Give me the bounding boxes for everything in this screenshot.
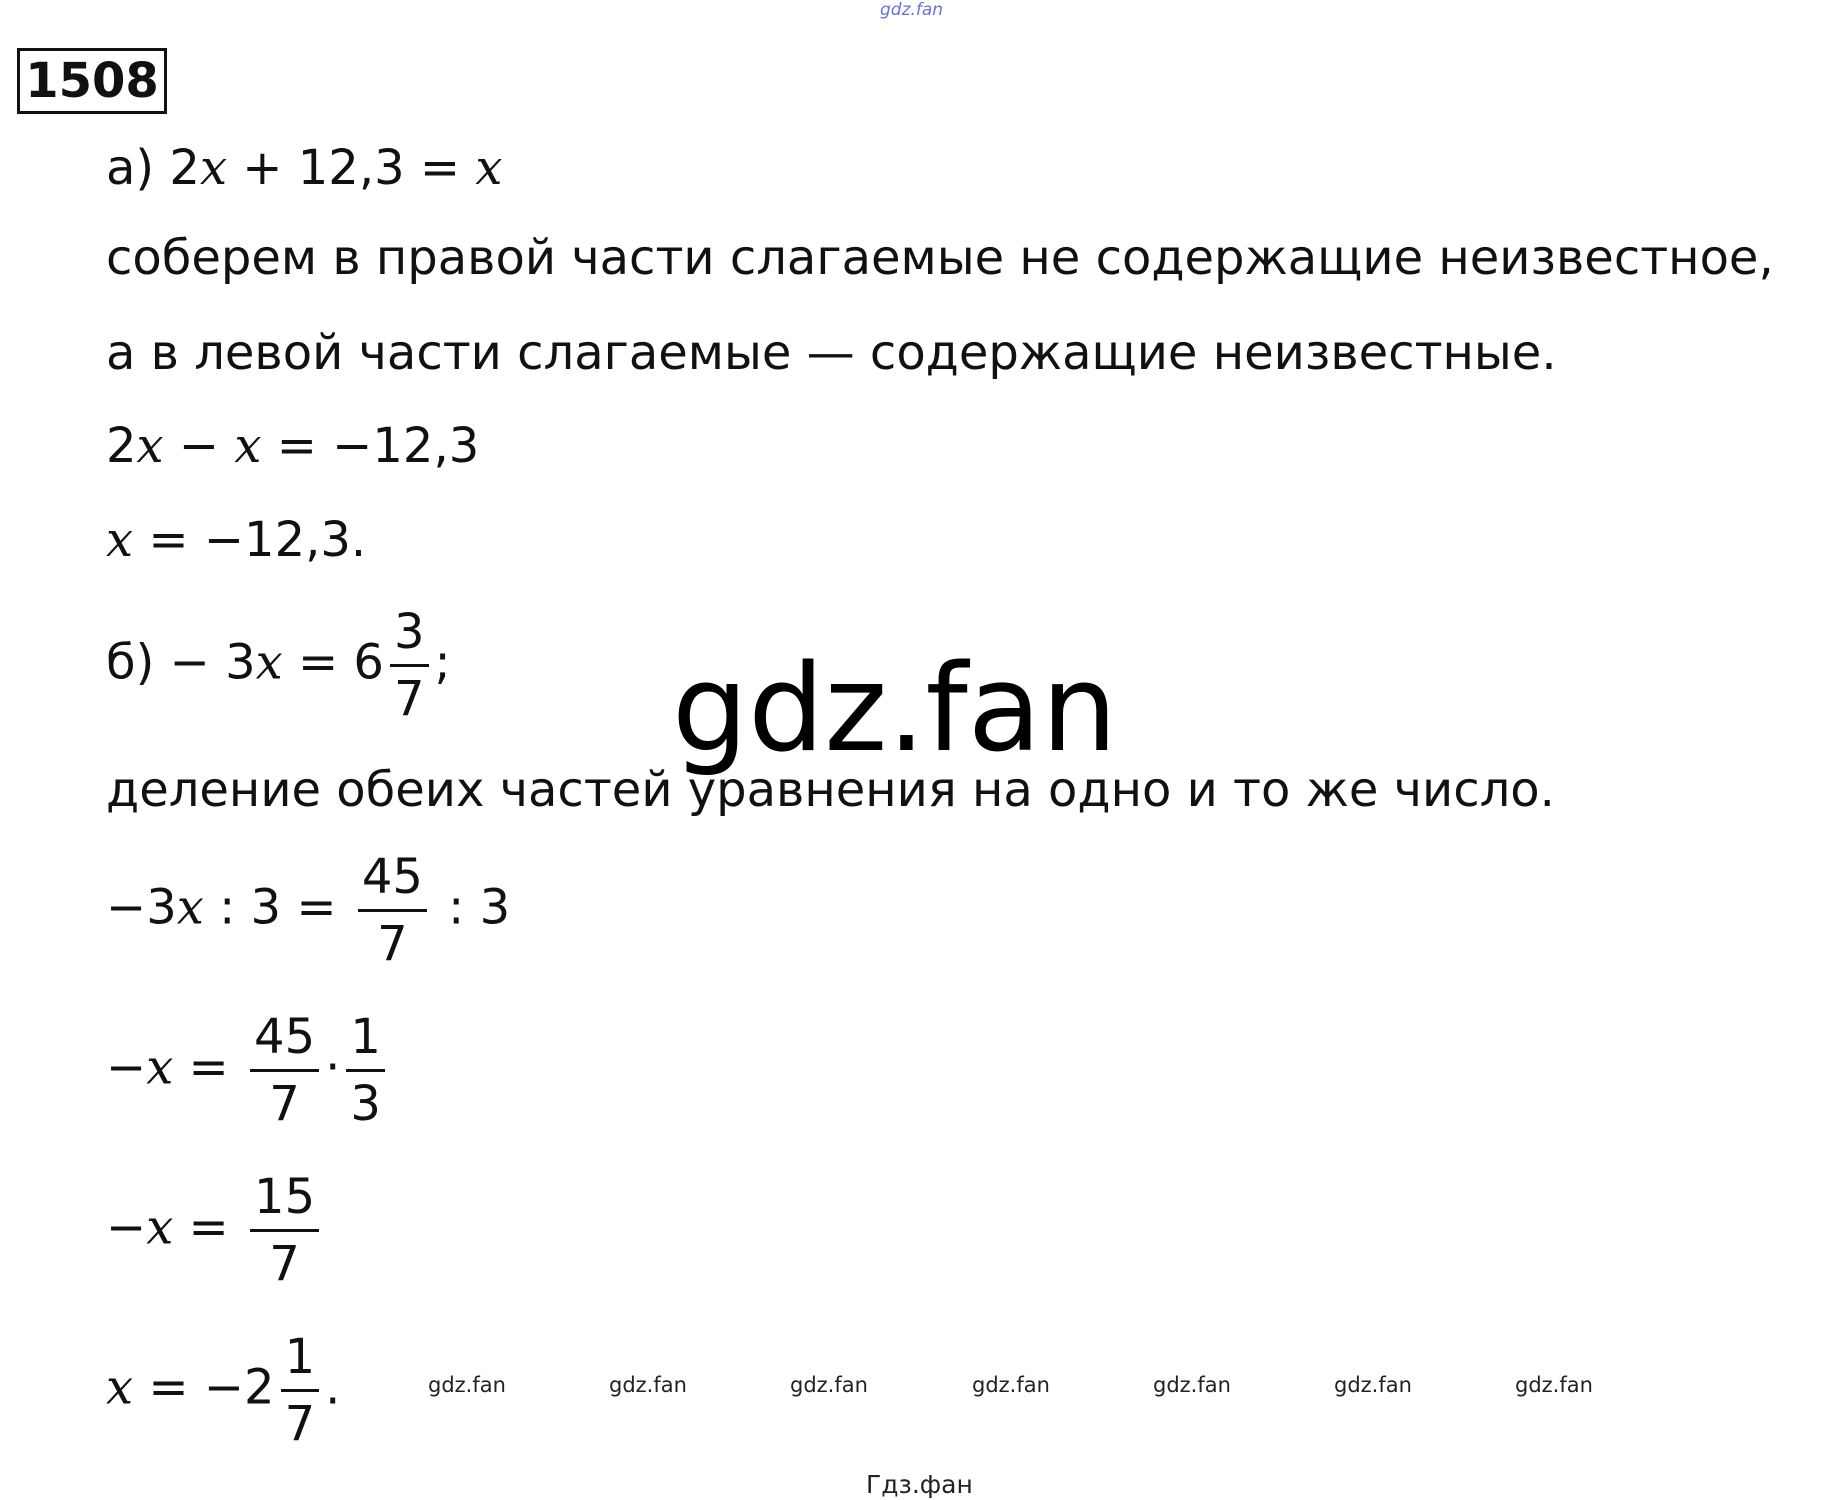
small-watermark: gdz.fan (1334, 1373, 1412, 1397)
result-a: x = −12,3. (106, 512, 367, 568)
small-watermark: gdz.fan (609, 1373, 687, 1397)
explanation-line-3: деление обеих частей уравнения на одно и то же число. (106, 762, 1555, 818)
fraction: $\frac{3}{7}$ (390, 600, 429, 731)
step-b-1: −3x : 3 = $\frac{45}{7}$ : 3 (106, 845, 510, 976)
small-watermark: gdz.fan (1515, 1373, 1593, 1397)
task-number: 1508 (17, 48, 167, 114)
small-watermark: gdz.fan (790, 1373, 868, 1397)
fraction: $\frac{45}{7}$ (358, 845, 427, 976)
step-b-2: −x = $\frac{45}{7}$ · $\frac{1}{3}$ (106, 1005, 391, 1136)
top-watermark: gdz.fan (880, 0, 944, 20)
big-watermark: gdz.fan (672, 640, 1118, 779)
fraction: $\frac{15}{7}$ (250, 1165, 319, 1296)
equation-b: б) − 3x = 6 $\frac{3}{7}$ ; (106, 600, 451, 731)
explanation-line-1: соберем в правой части слагаемые не содержащие неизвестное, (106, 230, 1774, 286)
bottom-watermark: Гдз.фан (866, 1470, 973, 1499)
equation-a: а) 2x + 12,3 = x (106, 140, 503, 196)
fraction: $\frac{1}{7}$ (281, 1325, 320, 1456)
step-a-1: 2x − x = −12,3 (106, 418, 480, 474)
fraction: $\frac{1}{3}$ (346, 1005, 385, 1136)
explanation-line-2: а в левой части слагаемые — содержащие неизвестные. (106, 325, 1557, 381)
small-watermark: gdz.fan (972, 1373, 1050, 1397)
small-watermark: gdz.fan (428, 1373, 506, 1397)
result-b: x = −2 $\frac{1}{7}$ . (106, 1325, 340, 1456)
small-watermark: gdz.fan (1153, 1373, 1231, 1397)
fraction: $\frac{45}{7}$ (250, 1005, 319, 1136)
step-b-3: −x = $\frac{15}{7}$ (106, 1165, 325, 1296)
